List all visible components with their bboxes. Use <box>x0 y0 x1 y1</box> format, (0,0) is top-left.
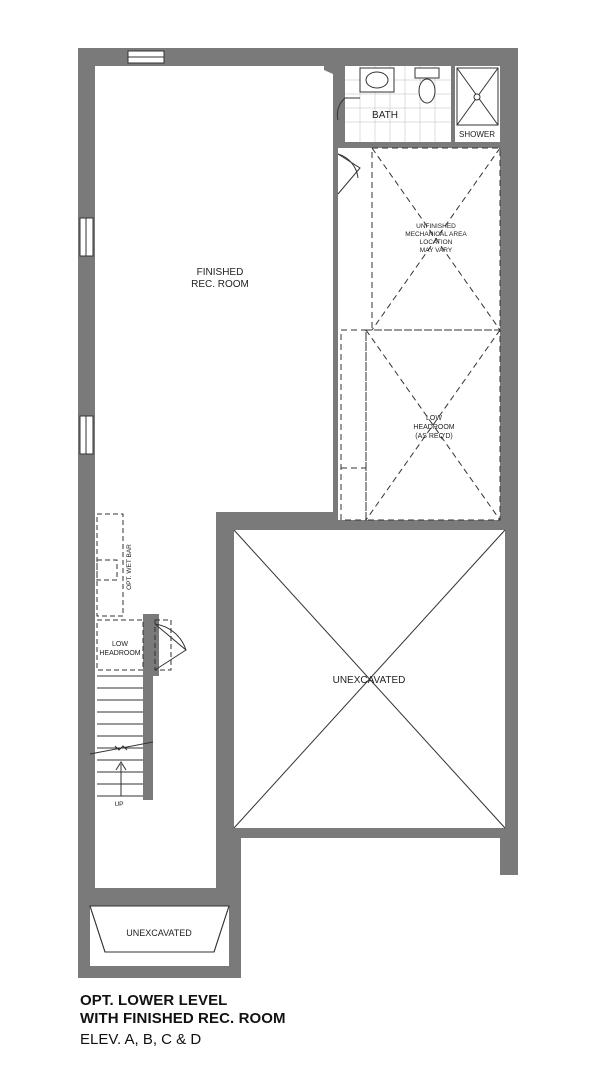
caption-title-line2: WITH FINISHED REC. ROOM <box>80 1010 286 1027</box>
mechanical-label: UNFINISHED MECHANICAL AREA LOCATION MAY VARY <box>405 223 467 254</box>
caption-elevations: ELEV. A, B, C & D <box>80 1031 202 1048</box>
window-left-lower <box>80 416 93 454</box>
shower-stall <box>457 68 498 125</box>
caption-title-line1: OPT. LOWER LEVEL <box>80 992 228 1009</box>
window-left-upper <box>80 218 93 256</box>
low-headroom-stair-label: LOW HEADROOM <box>99 641 141 657</box>
sink-icon <box>360 68 394 92</box>
wet-bar-outline <box>97 514 123 616</box>
shower-label: SHOWER <box>459 130 495 139</box>
unexcavated-porch-label: UNEXCAVATED <box>126 928 192 938</box>
window-top <box>128 51 164 63</box>
shower-wall <box>451 66 455 142</box>
stair-up-label: UP <box>114 801 124 808</box>
stair-up-arrow-icon <box>116 762 126 796</box>
exterior-wall <box>78 48 518 978</box>
bath-wall <box>333 62 345 146</box>
bath-label: BATH <box>372 110 398 121</box>
unexcavated-main-label: UNEXCAVATED <box>332 675 406 686</box>
plan-caption <box>80 992 286 1050</box>
stair-wall-lower <box>143 670 153 800</box>
toilet-icon <box>415 68 439 103</box>
rec-room-label: FINISHED REC. ROOM <box>191 267 249 290</box>
mechanical-wall <box>333 142 505 148</box>
mechanical-door <box>338 154 360 194</box>
low-headroom-right-label: LOW HEADROOM (AS REQ'D) <box>413 415 455 440</box>
wet-bar-label: OPT. WET BAR <box>126 544 133 590</box>
stair-wall <box>143 614 159 676</box>
